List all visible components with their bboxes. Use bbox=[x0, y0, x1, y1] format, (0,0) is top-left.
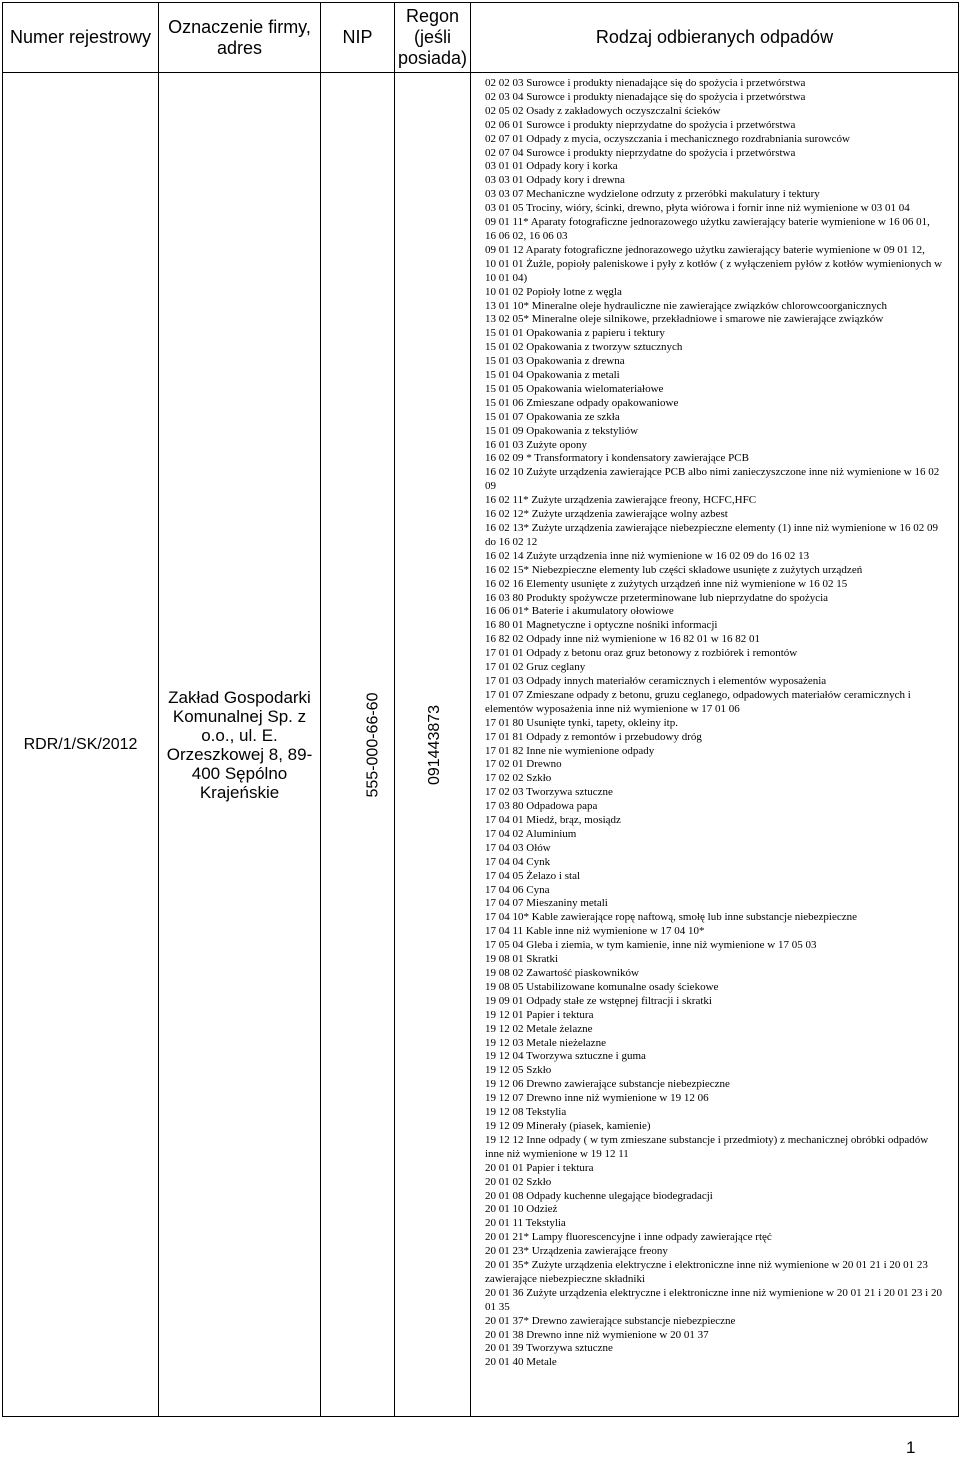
list-item: 20 01 08 Odpady kuchenne ulegające biodegradacji bbox=[485, 1189, 713, 1202]
list-item: 17 02 03 Tworzywa sztuczne bbox=[485, 786, 613, 799]
list-item: 19 09 01 Odpady stałe ze wstępnej filtracji i skratki bbox=[485, 994, 712, 1007]
waste-register-table bbox=[2, 2, 959, 1417]
list-item: 20 01 02 Szkło bbox=[485, 1175, 552, 1188]
list-item: 03 01 01 Odpady kory i korka bbox=[485, 160, 618, 173]
list-item: 09 01 12 Aparaty fotograficzne jednorazowego użytku zawierający baterie wymienione w 09 01 12, bbox=[485, 243, 925, 256]
list-item: 03 03 07 Mechaniczne wydzielone odrzuty z przeróbki makulatury i tektury bbox=[485, 188, 820, 201]
cell-regon: 091443873 bbox=[426, 704, 444, 785]
list-item: 20 01 37* Drewno zawierające substancje niebezpieczne bbox=[485, 1314, 736, 1327]
list-item: 20 01 01 Papier i tektura bbox=[485, 1161, 594, 1174]
list-item: 10 01 01 Żużle, popioły paleniskowe i pyły z kotłów ( z wyłączeniem pyłów z kotłów wymienionych w 10 01 04) bbox=[485, 257, 943, 284]
header-company: Oznaczenie firmy, adres bbox=[159, 3, 321, 73]
page-number: 1 bbox=[906, 1438, 916, 1457]
list-item: 16 01 03 Zużyte opony bbox=[485, 438, 588, 451]
list-item: 19 12 05 Szkło bbox=[485, 1064, 552, 1077]
list-item: 19 12 12 Inne odpady ( w tym zmieszane substancje i przedmioty) z mechanicznej obróbki odpadów inne niż wymienione w 19 12 11 bbox=[485, 1133, 929, 1160]
list-item: 15 01 07 Opakowania ze szkła bbox=[485, 410, 620, 423]
list-item: 16 06 01* Baterie i akumulatory ołowiowe bbox=[485, 605, 674, 618]
list-item: 20 01 36 Zużyte urządzenia elektryczne i elektroniczne inne niż wymienione w 20 01 21 i 20 01 23 i 20 01 35 bbox=[485, 1286, 942, 1313]
list-item: 19 12 02 Metale żelazne bbox=[485, 1022, 593, 1035]
list-item: 17 04 05 Żelazo i stal bbox=[485, 869, 581, 882]
list-item: 13 01 10* Mineralne oleje hydrauliczne nie zawierające związków chlorowcoorganicznych bbox=[485, 299, 888, 312]
cell-nip-container bbox=[321, 73, 395, 1417]
list-item: 02 05 02 Osady z zakładowych oczyszczalni ścieków bbox=[485, 104, 721, 117]
header-nip: NIP bbox=[321, 3, 395, 73]
table-row bbox=[3, 73, 959, 1417]
list-item: 16 82 02 Odpady inne niż wymienione w 16 82 01 w 16 82 01 bbox=[485, 633, 760, 646]
list-item: 16 80 01 Magnetyczne i optyczne nośniki informacji bbox=[485, 619, 718, 632]
list-item: 17 01 07 Zmieszane odpady z betonu, gruzu ceglanego, odpadowych materiałów ceramicznych i elementów wyposażenia inne niż wymienione w 17 01 06 bbox=[485, 688, 911, 715]
list-item: 19 08 02 Zawartość piaskowników bbox=[485, 967, 639, 979]
list-item: 16 02 16 Elementy usunięte z zużytych urządzeń inne niż wymienione w 16 02 15 bbox=[485, 577, 848, 590]
list-item: 17 04 04 Cynk bbox=[485, 855, 551, 868]
list-item: 17 04 07 Mieszaniny metali bbox=[485, 897, 608, 910]
list-item: 20 01 11 Tekstylia bbox=[485, 1217, 566, 1230]
list-item: 20 01 38 Drewno inne niż wymienione w 20 01 37 bbox=[485, 1328, 709, 1341]
header-waste-types: Rodzaj odbieranych odpadów bbox=[471, 3, 959, 73]
list-item: 16 02 10 Zużyte urządzenia zawierające PCB albo nimi zanieczyszczone inne niż wymienione w 16 02 09 bbox=[485, 466, 940, 493]
list-item: 20 01 23* Urządzenia zawierające freony bbox=[485, 1245, 668, 1258]
list-item: 02 07 04 Surowce i produkty nieprzydatne do spożycia i przetwórstwa bbox=[485, 146, 796, 159]
list-item: 19 12 07 Drewno inne niż wymienione w 19 12 06 bbox=[485, 1092, 709, 1105]
list-item: 19 12 09 Minerały (piasek, kamienie) bbox=[485, 1119, 651, 1132]
list-item: 17 02 01 Drewno bbox=[485, 758, 562, 771]
list-item: 19 12 01 Papier i tektura bbox=[485, 1008, 594, 1021]
list-item: 19 12 03 Metale nieżelazne bbox=[485, 1036, 606, 1049]
list-item: 10 01 02 Popioły lotne z węgla bbox=[485, 285, 622, 298]
list-item: 19 12 04 Tworzywa sztuczne i guma bbox=[485, 1050, 646, 1063]
list-item: 17 01 01 Odpady z betonu oraz gruz betonowy z rozbiórek i remontów bbox=[485, 647, 798, 660]
list-item: 16 02 11* Zużyte urządzenia zawierające freony, HCFC,HFC bbox=[485, 494, 757, 507]
cell-nip: 555-000-66-60 bbox=[364, 692, 382, 797]
list-item: 16 02 12* Zużyte urządzenia zawierające wolny azbest bbox=[485, 508, 728, 521]
list-item: 17 04 01 Miedź, brąz, mosiądz bbox=[485, 814, 621, 827]
list-item: 19 08 01 Skratki bbox=[485, 953, 559, 966]
list-item: 03 03 01 Odpady kory i drewna bbox=[485, 174, 625, 187]
list-item: 19 08 05 Ustabilizowane komunalne osady ściekowe bbox=[485, 980, 719, 993]
list-item: 15 01 04 Opakowania z metali bbox=[485, 369, 620, 382]
cell-reg-number: RDR/1/SK/2012 bbox=[3, 73, 159, 1417]
list-item: 16 03 80 Produkty spożywcze przeterminowane lub nieprzydatne do spożycia bbox=[485, 591, 829, 604]
list-item: 20 01 40 Metale bbox=[485, 1356, 557, 1369]
header-regon: Regon (jeśli posiada) bbox=[395, 3, 471, 73]
list-item: 17 01 80 Usunięte tynki, tapety, okleiny itp. bbox=[485, 716, 678, 729]
list-item: 16 02 14 Zużyte urządzenia inne niż wymienione w 16 02 09 do 16 02 13 bbox=[485, 549, 810, 562]
list-item: 09 01 11* Aparaty fotograficzne jednorazowego użytku zawierający baterie wymienione w 16 06 01, 16 06 02, 16 06 03 bbox=[485, 216, 930, 242]
waste-code-list bbox=[485, 77, 942, 1370]
table-header-row bbox=[3, 3, 959, 73]
list-item: 17 05 04 Gleba i ziemia, w tym kamienie, inne niż wymienione w 17 05 03 bbox=[485, 939, 817, 952]
list-item: 02 02 03 Surowce i produkty nienadające się do spożycia i przetwórstwa bbox=[485, 77, 806, 89]
list-item: 02 06 01 Surowce i produkty nieprzydatne do spożycia i przetwórstwa bbox=[485, 118, 796, 131]
list-item: 16 02 09 * Transformatory i kondensatory zawierające PCB bbox=[485, 452, 749, 465]
header-reg-number: Numer rejestrowy bbox=[3, 3, 159, 73]
list-item: 15 01 09 Opakowania z tekstyliów bbox=[485, 424, 639, 437]
list-item: 15 01 02 Opakowania z tworzyw sztucznych bbox=[485, 341, 683, 354]
list-item: 19 12 06 Drewno zawierające substancje niebezpieczne bbox=[485, 1078, 730, 1091]
list-item: 19 12 08 Tekstylia bbox=[485, 1106, 567, 1119]
list-item: 17 04 11 Kable inne niż wymienione w 17 04 10* bbox=[485, 925, 705, 938]
list-item: 17 04 02 Aluminium bbox=[485, 827, 577, 840]
list-item: 17 04 10* Kable zawierające ropę naftową, smołę lub inne substancje niebezpieczne bbox=[485, 911, 858, 924]
list-item: 16 02 13* Zużyte urządzenia zawierające niebezpieczne elementy (1) inne niż wymienione w 16 02 09 do 16 02 12 bbox=[485, 522, 938, 548]
list-item: 15 01 01 Opakowania z papieru i tektury bbox=[485, 327, 665, 340]
list-item: 03 01 05 Trociny, wióry, ścinki, drewno, płyta wiórowa i fornir inne niż wymienione w 03 01 04 bbox=[485, 202, 910, 215]
cell-regon-container bbox=[395, 73, 471, 1417]
list-item: 15 01 03 Opakowania z drewna bbox=[485, 355, 625, 368]
list-item: 20 01 21* Lampy fluorescencyjne i inne odpady zawierające rtęć bbox=[485, 1231, 772, 1244]
list-item: 20 01 35* Zużyte urządzenia elektryczne i elektroniczne inne niż wymienione w 20 01 21 i 20 01 23 zawierające niebezpieczne składniki bbox=[485, 1259, 928, 1285]
list-item: 15 01 06 Zmieszane odpady opakowaniowe bbox=[485, 396, 679, 409]
list-item: 02 07 01 Odpady z mycia, oczyszczania i mechanicznego rozdrabniania surowców bbox=[485, 132, 850, 145]
list-item: 17 01 81 Odpady z remontów i przebudowy dróg bbox=[485, 730, 702, 743]
list-item: 20 01 10 Odzież bbox=[485, 1203, 558, 1216]
list-item: 17 01 02 Gruz ceglany bbox=[485, 661, 586, 674]
cell-company: Zakład Gospodarki Komunalnej Sp. z o.o., ul. E. Orzeszkowej 8, 89-400 Sępólno Krajeńskie bbox=[159, 73, 321, 1417]
cell-waste-types bbox=[471, 73, 959, 1417]
list-item: 17 04 06 Cyna bbox=[485, 883, 550, 896]
list-item: 17 01 82 Inne nie wymienione odpady bbox=[485, 744, 655, 757]
list-item: 20 01 39 Tworzywa sztuczne bbox=[485, 1342, 613, 1355]
list-item: 15 01 05 Opakowania wielomateriałowe bbox=[485, 382, 664, 395]
list-item: 17 01 03 Odpady innych materiałów ceramicznych i elementów wyposażenia bbox=[485, 674, 827, 687]
list-item: 17 02 02 Szkło bbox=[485, 772, 552, 785]
list-item: 13 02 05* Mineralne oleje silnikowe, przekładniowe i smarowe nie zawierające związków bbox=[485, 313, 884, 326]
list-item: 16 02 15* Niebezpieczne elementy lub części składowe usunięte z zużytych urządzeń bbox=[485, 563, 863, 576]
list-item: 17 04 03 Ołów bbox=[485, 841, 551, 854]
list-item: 17 03 80 Odpadowa papa bbox=[485, 800, 598, 813]
list-item: 02 03 04 Surowce i produkty nienadające się do spożycia i przetwórstwa bbox=[485, 90, 806, 103]
